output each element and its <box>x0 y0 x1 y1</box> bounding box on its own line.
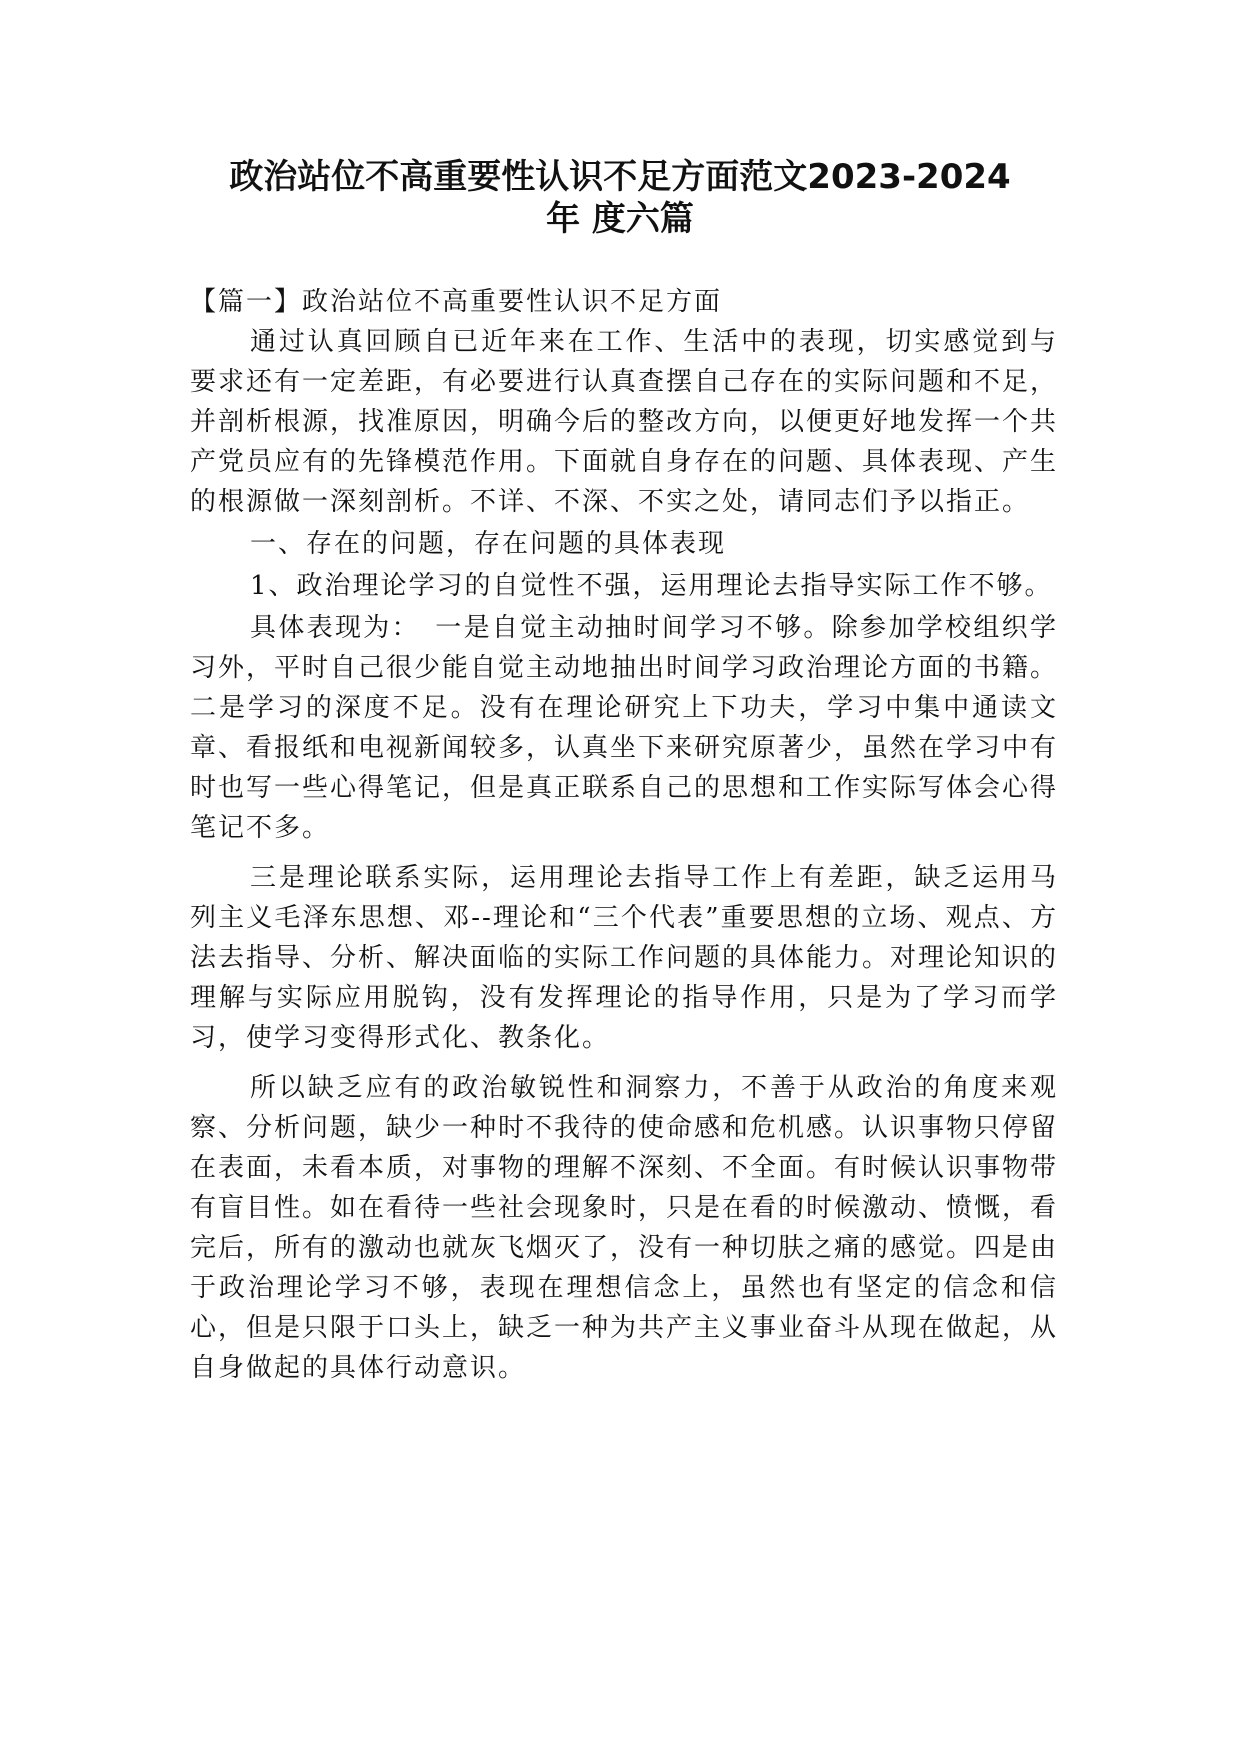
section-heading: 【篇一】政治站位不高重要性认识不足方面 <box>190 287 723 317</box>
document-title-line2: 年 度六篇 <box>546 199 694 239</box>
paragraph-intro: 通过认真回顾自已近年来在工作、生活中的表现，切实感觉到与要求还有一定差距，有必要进行认真查摆自己存在的实际问题和不足，并剖析根源，找准原因，明确今后的整改方向，以便更好地发挥一个共产党员应有的先锋模范作用。下面就自身存在的问题、具体表现、产生的根源做一深刻剖析。不详、不深、不实之处，请同志们予以指正。 <box>190 327 1059 517</box>
paragraph-theory-practice: 三是理论联系实际，运用理论去指导工作上有差距，缺乏运用马列主义毛泽东思想、邓--理论和“三个代表”重要思想的立场、观点、方法去指导、分析、解决面临的实际工作问题的具体能力。对理论知识的理解与实际应用脱钩，没有发挥理论的指导作用，只是为了学习而学习，使学习变得形式化、教条化。 <box>190 863 1059 1053</box>
paragraph-specific-performance: 具体表现为： 一是自觉主动抽时间学习不够。除参加学校组织学习外，平时自己很少能自觉主动地抽出时间学习政治理论方面的书籍。二是学习的深度不足。没有在理论研究上下功夫，学习中集中通读文章、看报纸和电视新闻较多，认真坐下来研究原著少，虽然在学习中有时也写一些心得笔记，但是真正联系自己的思想和工作实际写体会心得笔记不多。 <box>190 613 1059 843</box>
document-body <box>190 282 1058 1388</box>
paragraph-point-1: 1、政治理论学习的自觉性不强，运用理论去指导实际工作不够。 <box>250 571 1053 601</box>
paragraph-political-sensitivity: 所以缺乏应有的政治敏锐性和洞察力，不善于从政治的角度来观察、分析问题，缺少一种时不我待的使命感和危机感。认识事物只停留在表面，未看本质，对事物的理解不深刻、不全面。有时候认识事物带有盲目性。如在看待一些社会现象时，只是在看的时候激动、愤慨，看完后，所有的激动也就灰飞烟灭了，没有一种切肤之痛的感觉。四是由于政治理论学习不够，表现在理想信念上，虽然也有坚定的信念和信心，但是只限于口头上，缺乏一种为共产主义事业奋斗从现在做起，从自身做起的具体行动意识。 <box>190 1073 1059 1383</box>
paragraph-problem-heading: 一、存在的问题，存在问题的具体表现 <box>250 529 727 559</box>
document-title-line1: 政治站位不高重要性认识不足方面范文2023-2024 <box>229 157 1011 197</box>
